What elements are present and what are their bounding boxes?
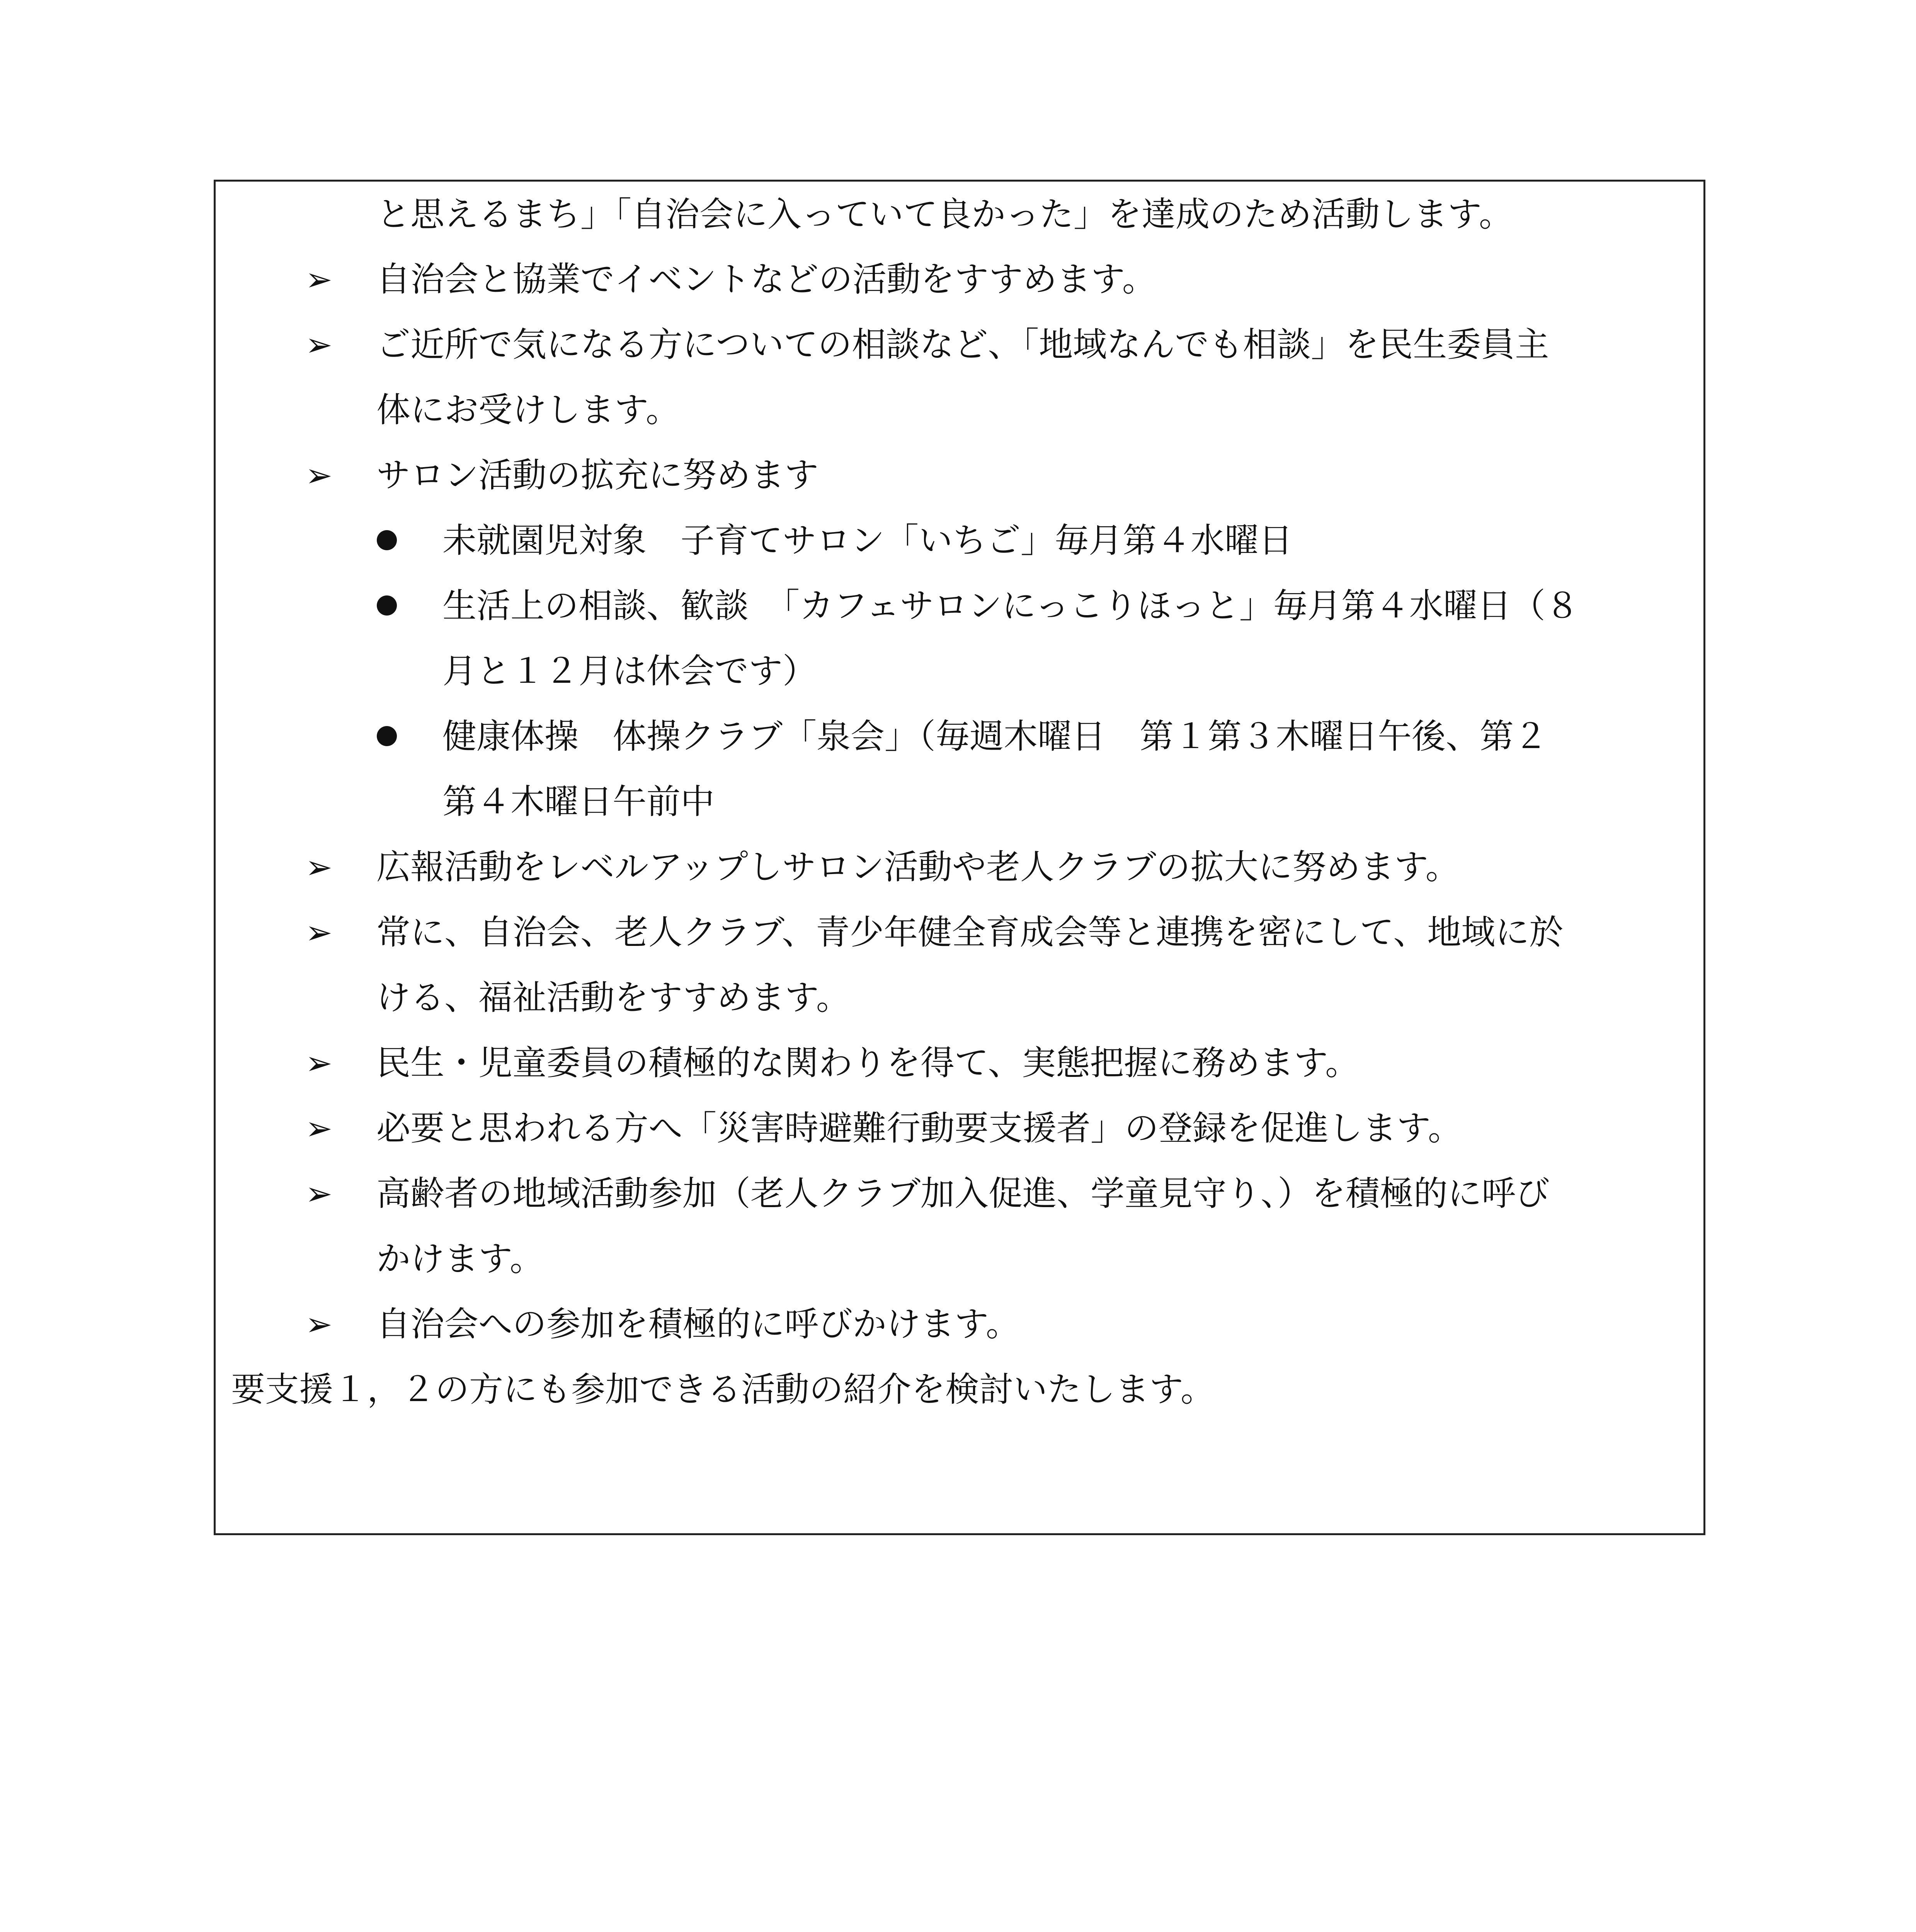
text-line: 要支援１，２の方にも参加できる活動の紹介を検討いたします。 — [231, 1369, 1215, 1409]
arrow-bullet-icon: ➢ — [305, 456, 333, 494]
text-line: 必要と思われる方へ「災害時避難行動要支援者」の登録を促進します。 — [376, 1108, 1462, 1148]
text-line: ける、福祉活動をすすめます。 — [376, 978, 850, 1017]
arrow-bullet-icon: ➢ — [305, 260, 333, 298]
text-line: 広報活動をレベルアップしサロン活動や老人クラブの拡大に努めます。 — [376, 847, 1460, 887]
round-bullet-icon — [377, 530, 397, 550]
text-line: 常に、自治会、老人クラブ、青少年健全育成会等と連携を密にして、地域に於 — [376, 912, 1564, 952]
text-line: サロン活動の拡充に努めます — [376, 455, 819, 495]
arrow-bullet-icon: ➢ — [305, 1305, 333, 1343]
text-line: 高齢者の地域活動参加（老人クラブ加入促進、学童見守り、）を積極的に呼び — [376, 1173, 1550, 1213]
text-line: と思えるまち」「自治会に入っていて良かった」を達成のため活動します。 — [376, 194, 1513, 234]
text-line: 民生・児童委員の積極的な関わりを得て、実態把握に務めます。 — [376, 1043, 1360, 1083]
arrow-bullet-icon: ➢ — [305, 1175, 333, 1213]
text-line: 月と１２月は休会です） — [442, 651, 817, 691]
arrow-bullet-icon: ➢ — [305, 1044, 333, 1082]
text-line: 自治会と協業でイベントなどの活動をすすめます。 — [376, 259, 1156, 299]
text-line: かけます。 — [376, 1239, 544, 1279]
text-line: 健康体操 体操クラブ「泉会」（毎週木曜日 第１第３木曜日午後、第２ — [442, 716, 1548, 756]
round-bullet-icon — [377, 726, 397, 746]
text-line: 体にお受けします。 — [376, 390, 680, 430]
text-line: 生活上の相談、歓談 「カフェサロンにっこりほっと」毎月第４水曜日（８ — [442, 586, 1579, 626]
arrow-bullet-icon: ➢ — [305, 1109, 333, 1147]
round-bullet-icon — [377, 595, 397, 616]
text-line: 第４木曜日午前中 — [442, 782, 715, 821]
arrow-bullet-icon: ➢ — [305, 326, 333, 364]
text-line: 未就園児対象 子育てサロン「いちご」毎月第４水曜日 — [442, 520, 1293, 560]
arrow-bullet-icon: ➢ — [305, 848, 333, 886]
text-line: 自治会への参加を積極的に呼びかけます。 — [376, 1304, 1020, 1344]
arrow-bullet-icon: ➢ — [305, 913, 333, 951]
text-line: ご近所で気になる方についての相談など、「地域なんでも相談」を民生委員主 — [376, 325, 1549, 364]
